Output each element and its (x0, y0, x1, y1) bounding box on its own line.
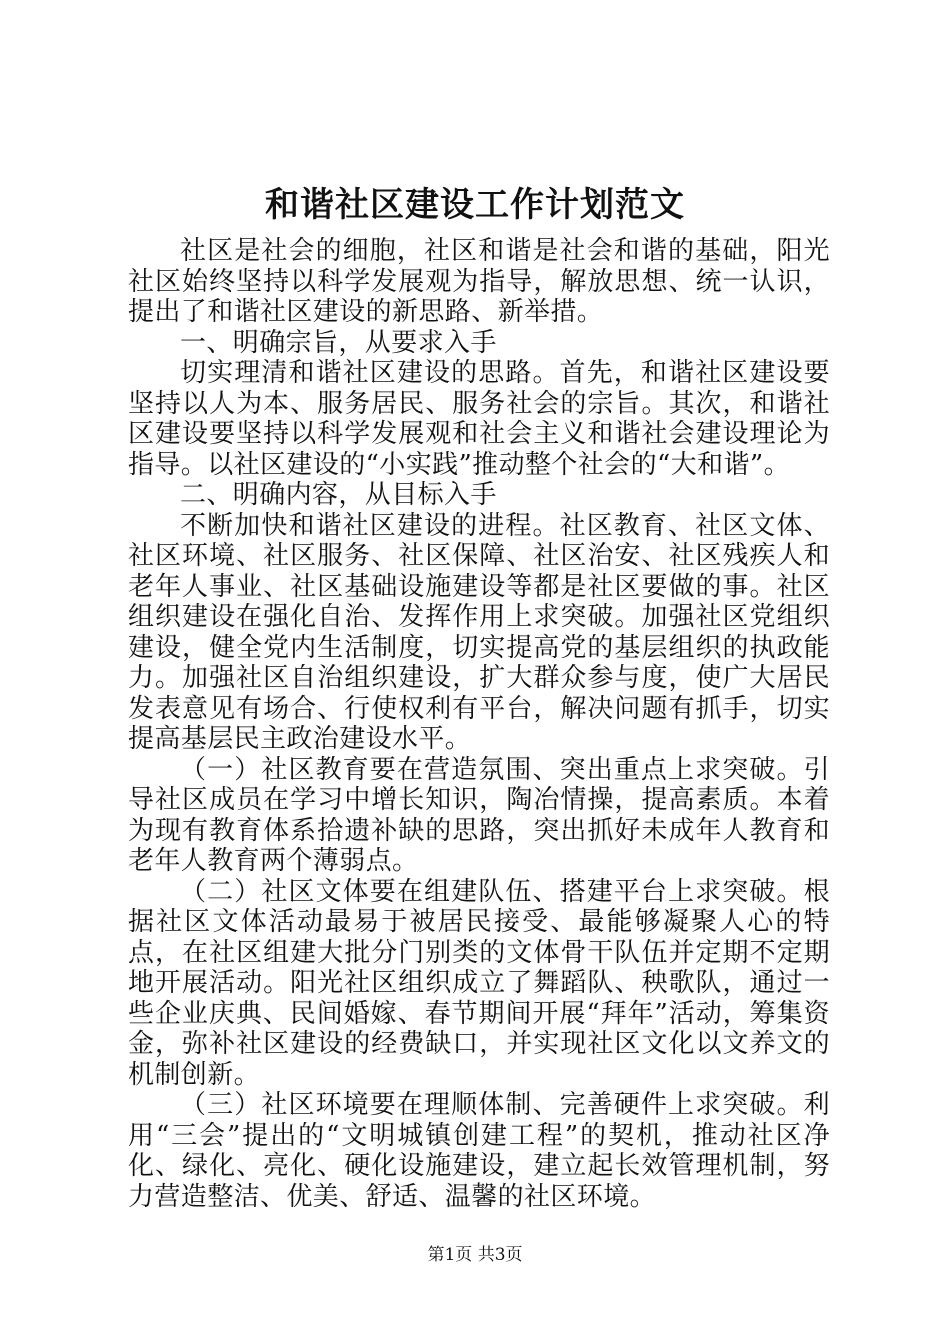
section-heading-1: 一、明确宗旨，从要求入手 (180, 327, 497, 358)
paragraph-intro: 社区是社会的细胞，社区和谐是社会和谐的基础，阳光社区始终坚持以科学发展观为指导，解放思想、统一认识，提出了和谐社区建设的新思路、新举措。 (128, 236, 830, 327)
paragraph-subsection-3: （三）社区环境要在理顺体制、完善硬件上求突破。利用“三会”提出的“文明城镇创建工程”的契机，推动社区净化、绿化、亮化、硬化设施建设，建立起长效管理机制，努力营造整洁、优美、舒适、温馨的社区环境。 (128, 1090, 830, 1212)
paragraph-subsection-2: （二）社区文体要在组建队伍、搭建平台上求突破。根据社区文体活动最易于被居民接受、最能够凝聚人心的特点，在社区组建大批分门别类的文体骨干队伍并定期不定期地开展活动。阳光社区组织成立了舞蹈队、秧歌队，通过一些企业庆典、民间婚嫁、春节期间开展“拜年”活动，筹集资金，弥补社区建设的经费缺口，并实现社区文化以文养文的机制创新。 (128, 876, 830, 1090)
document-body (128, 236, 830, 1212)
document-title: 和谐社区建设工作计划范文 (265, 185, 685, 225)
page-footer: 第1页 共3页 (427, 1245, 523, 1265)
section-heading-2: 二、明确内容，从目标入手 (180, 480, 497, 510)
paragraph-section-1: 切实理清和谐社区建设的思路。首先，和谐社区建设要坚持以人为本、服务居民、服务社会的宗旨。其次，和谐社区建设要坚持以科学发展观和社会主义和谐社会建设理论为指导。以社区建设的“小实践”推动整个社会的“大和谐”。 (128, 358, 830, 480)
paragraph-section-2: 不断加快和谐社区建设的进程。社区教育、社区文体、社区环境、社区服务、社区保障、社区治安、社区残疾人和老年人事业、社区基础设施建设等都是社区要做的事。社区组织建设在强化自治、发挥作用上求突破。加强社区党组织建设，健全党内生活制度，切实提高党的基层组织的执政能力。加强社区自治组织建设，扩大群众参与度，使广大居民发表意见有场合、行使权利有平台，解决问题有抓手，切实提高基层民主政治建设水平。 (128, 510, 830, 754)
paragraph-subsection-1: （一）社区教育要在营造氛围、突出重点上求突破。引导社区成员在学习中增长知识，陶冶情操，提高素质。本着为现有教育体系拾遗补缺的思路，突出抓好未成年人教育和老年人教育两个薄弱点。 (128, 754, 830, 876)
